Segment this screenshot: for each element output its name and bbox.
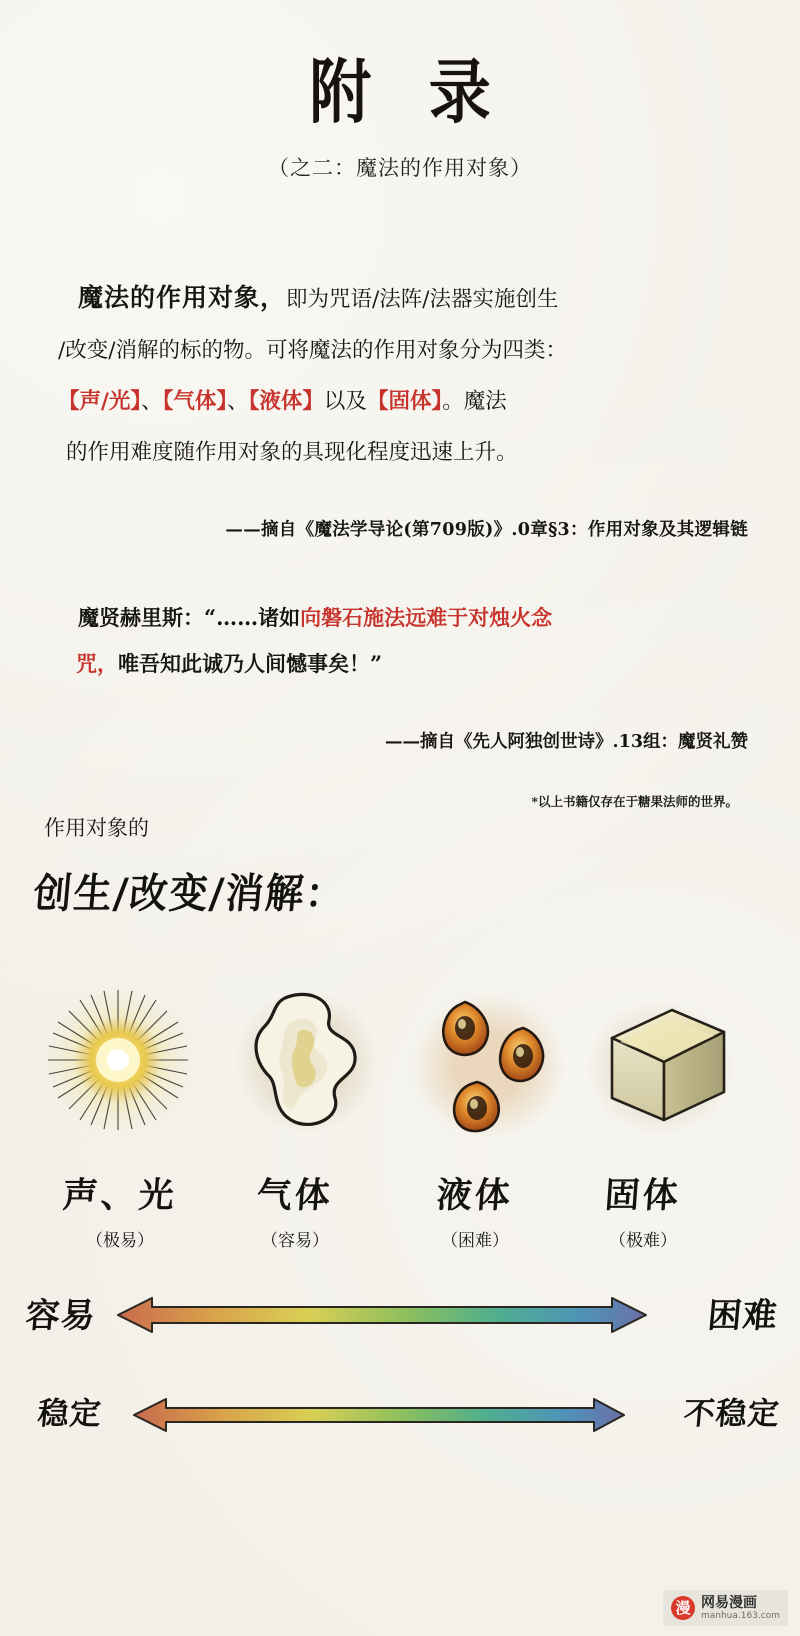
paragraph-lead: 魔法的作用对象， [78, 283, 287, 312]
solid-cube-icon [572, 980, 732, 1155]
difficulty-axis [0, 1282, 800, 1368]
watermark-logo-icon: 漫 [671, 1596, 695, 1620]
category-name-0: 声、光 [61, 1175, 179, 1216]
stability-axis-left-label: 稳定 [36, 1396, 104, 1432]
paragraph-line1-rest: 即为咒语/法阵/法器实施创生 [286, 287, 559, 312]
category-label-3 [548, 1168, 738, 1251]
citation-one: ——摘自《魔法学导论(第709版)》.0章§3：作用对象及其逻辑链 [225, 520, 748, 540]
category-label-2 [380, 1168, 570, 1251]
illustration-gas [225, 980, 385, 1150]
citation-two: ——摘自《先人阿独创世诗》.13组：魔贤礼赞 [385, 732, 748, 752]
category-difficulty-2: （困难） [441, 1231, 509, 1251]
paragraph-line4: 的作用难度随作用对象的具现化程度迅速上升。 [66, 440, 518, 465]
category-difficulty-3: （极难） [609, 1231, 677, 1251]
quote-line1-plain: 魔贤赫里斯：“……诸如 [78, 605, 301, 630]
keyword-liquid: 【液体】 [248, 389, 324, 414]
paragraph-line2: /改变/消解的标的物。可将魔法的作用对象分为四类： [58, 338, 567, 363]
keyword-sound-light: 【声/光】 [58, 389, 142, 414]
watermark-url: manhua.163.com [700, 1610, 780, 1621]
category-name-1: 气体 [255, 1175, 335, 1216]
conjunction: 以及 [323, 389, 367, 414]
watermark-text [701, 1595, 780, 1621]
page-subtitle: （之二：魔法的作用对象） [268, 156, 532, 180]
difficulty-axis-left-label: 容易 [23, 1296, 98, 1336]
paragraph-line3-tail: 。魔法 [442, 389, 507, 414]
category-name-2: 液体 [435, 1175, 515, 1216]
quote-line1-highlight: 向磐石施法远难于对烛火念 [300, 605, 553, 630]
illustration-liquid [405, 980, 565, 1150]
sun-burst-icon [40, 980, 200, 1150]
keyword-solid: 【固体】 [366, 389, 443, 414]
section-heading: 创生/改变/消解： [31, 868, 348, 918]
difficulty-axis-bar [112, 1292, 652, 1338]
page-title: 附 录 [309, 51, 509, 133]
body-paragraph [56, 272, 746, 478]
sep-2: 、 [227, 389, 249, 414]
illustration-solid [572, 980, 732, 1150]
difficulty-axis-right-label: 困难 [705, 1296, 780, 1336]
liquid-droplets-icon [405, 980, 565, 1155]
quote-line2-plain: 唯吾知此诚乃人间憾事矣！” [118, 651, 383, 676]
watermark-title: 网易漫画 [700, 1594, 757, 1611]
keyword-gas: 【气体】 [162, 389, 228, 414]
gas-cloud-icon [225, 980, 385, 1150]
stability-axis-right-label: 不稳定 [682, 1396, 782, 1432]
quote-block [78, 595, 718, 687]
category-difficulty-1: （容易） [261, 1231, 329, 1251]
quote-line2-highlight: 咒， [76, 651, 118, 676]
illustration-sound-light [40, 980, 200, 1150]
footnote: *以上书籍仅存在于糖果法师的世界。 [531, 794, 738, 809]
category-label-1 [200, 1168, 390, 1251]
category-label-row [0, 1168, 800, 1258]
stability-axis [0, 1382, 800, 1468]
illustration-row [0, 980, 800, 1160]
category-label-0 [25, 1168, 215, 1251]
category-name-3: 固体 [603, 1175, 683, 1216]
watermark [663, 1590, 788, 1626]
stability-axis-bar [128, 1392, 630, 1438]
category-difficulty-0: （极易） [86, 1231, 154, 1251]
section-subheading: 作用对象的 [44, 816, 149, 840]
sep-1: 、 [141, 389, 163, 414]
